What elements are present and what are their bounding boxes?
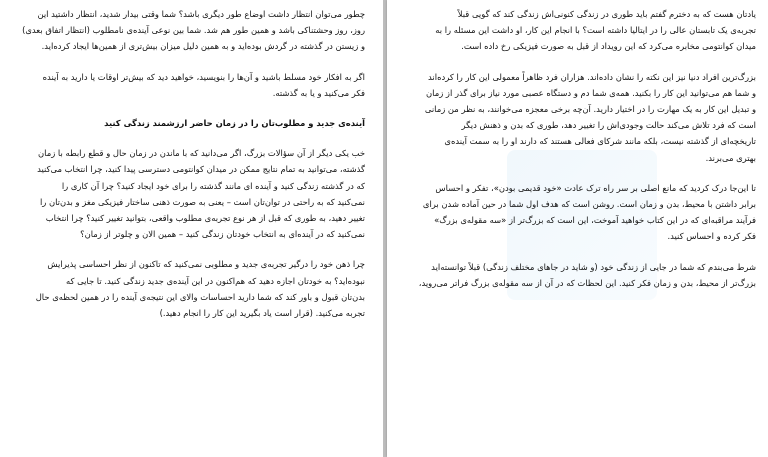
text-line: نمی‌کنید که به راحتی در توان‌تان است – یعنی به صورت ذهنی ساختار فیزیکی مغز و بدن‌تان را [39,196,365,207]
text-line: برابر داشتن با محیط، بدن و زمان است. روشن است که هدف اول شما در حین آماده شدن برای [422,199,756,210]
text-line: بزرگ‌تر از محیط، بدن و زمان فکر کنید. این لحظات که در آن از سه مقوله‌ی بزرگ فراتر می‌روید، [418,277,756,288]
text-line: و زیستن در گذشته در گردش بوده‌اید و به همین دلیل میزان بیش‌تری از همین‌ها ایجاد کرده‌اید. [41,41,365,52]
paragraph [14,145,365,242]
text-line: و تبدیل این کار به یک مهارت را در اختیار دارید. آن‌چه برخی معجزه می‌خوانند، به نظر من زمانی [424,104,756,115]
text-line: میدان کوانتومی مخابره می‌کرد که این رویداد از قبل به صورت فیزیکی رخ داده است. [461,41,756,52]
text-line: تجربه‌ی یک تابستان عالی را در ایتالیا داشته است؟ با انجام این کار، او داشت این مسئله را به [435,25,756,36]
text-line: که در گذشته زندگی کنید و آینده ای مانند گذشته را برای خود ایجاد کنید؟ چرا آن کاری را [61,180,365,191]
section-heading [14,115,365,131]
text-line: اگر به افکار خود مسلط باشید و آن‌ها را بنویسید، خواهید دید که بیش‌تر اوقات یا دارید به آینده [42,71,365,82]
paragraph [14,6,365,55]
text-line: روز، روز وحشتناکی باشد و همین طور هم شد. شما بین نوعی آینده‌ی نامطلوب (انتظار اتفاق بعدی) [22,25,365,36]
text-line: نمی‌کنید که در آینده‌ای به انتخاب خودتان زندگی کنید – همین الان و چلوتر از زمان؟ [80,229,365,240]
text-line: است که فرد تلاش می‌کند حالت وجودی‌اش را تغییر دهد، طوری که بدن و ذهنش دیگر [461,120,756,131]
page-left [0,0,383,457]
text-line: یادتان هست که به دخترم گفتم باید طوری در زندگی کنونی‌اش زندگی کند که گویی قبلاً [457,9,756,19]
text-line: بدن‌تان قبول و باور کند که شما دارید احساسات والای این نتیجه‌ی آینده را در همین لحظه‌ی حال [35,291,365,302]
text-line: فرآیند مراقبه‌ای که در این کتاب خواهید آموخت، این است که بزرگ‌تر از «سه مقوله‌ی بزرگ» [434,215,756,226]
paragraph [14,69,365,101]
text-line: و شما هم می‌توانید این کار را بکنید. همه‌ی شما دم و دستگاه عصبی مورد نیاز برای گذر از زمان [426,87,756,98]
text-line: خب یکی دیگر از آن سؤالات بزرگ، اگر می‌دانید که با ماندن در زمان حال و قطع رابطه با زمان [38,148,365,159]
text-line: چرا ذهن خود را درگیر تجربه‌ی جدید و مطلوبی نمی‌کنید که تاکنون از نظر احساسی پذیرایش [47,259,365,270]
heading-text: آینده‌ی جدید و مطلوب‌تان را در زمان حاضر ارزشمند زندگی کنید [104,118,365,129]
page-left-text [14,6,365,451]
text-line: تا این‌جا درک کردید که مانع اصلی بر سر راه ترک عادت «خود قدیمی بودن»، تفکر و احساس [435,182,756,193]
paragraph [14,256,365,321]
paragraph [409,259,756,291]
page-right-text [409,6,756,451]
text-line: چطور می‌توان انتظار داشت اوضاع طور دیگری باشد؟ شما وقتی بیدار شدید، انتظار داشتید این [37,9,365,19]
text-line: گذشته، می‌توانید به تمام نتایج ممکن در میدان کوانتومی دسترسی پیدا کنید، چرا انتخاب می‌کنید [37,164,365,175]
text-line: فکر می‌کنید و یا به گذشته. [272,87,365,98]
paragraph [409,180,756,245]
text-line: نبوده‌اید؟ به خودتان اجازه دهید که هم‌اکنون در این آینده‌ی جدید زندگی کنید. تا جایی که [65,275,365,286]
text-line: تغییر دهید، به طوری که قبل از هر نوع تجربه‌ی مطلوب واقعی، بتوانید تغییر کنید؟ چرا انتخاب [45,213,365,224]
text-line: تجربه می‌کنید. (قرار است یاد بگیرید این کار را انجام دهید.) [159,308,365,319]
paragraph [409,69,756,166]
text-line: تاریخچه‌ای از گذشته نیست، بلکه مانند شرکای فعالی هستند که دارند او را به سمت آینده‌ی [444,136,756,147]
page-right [387,0,768,457]
text-line: شرط می‌بندم که شما در جایی از زندگی خود (و شاید در جاهای مختلف زندگی) قبلاً توانسته‌اید [431,261,756,272]
paragraph [409,6,756,55]
text-line: بهتری می‌برند. [705,152,756,163]
text-line: فکر کرده و احساس کنید. [667,231,756,242]
text-line: بزرگ‌ترین افراد دنیا نیز این نکته را نشان داده‌اند. هزاران فرد ظاهراً معمولی این کار را کرده‌اند [428,71,756,82]
